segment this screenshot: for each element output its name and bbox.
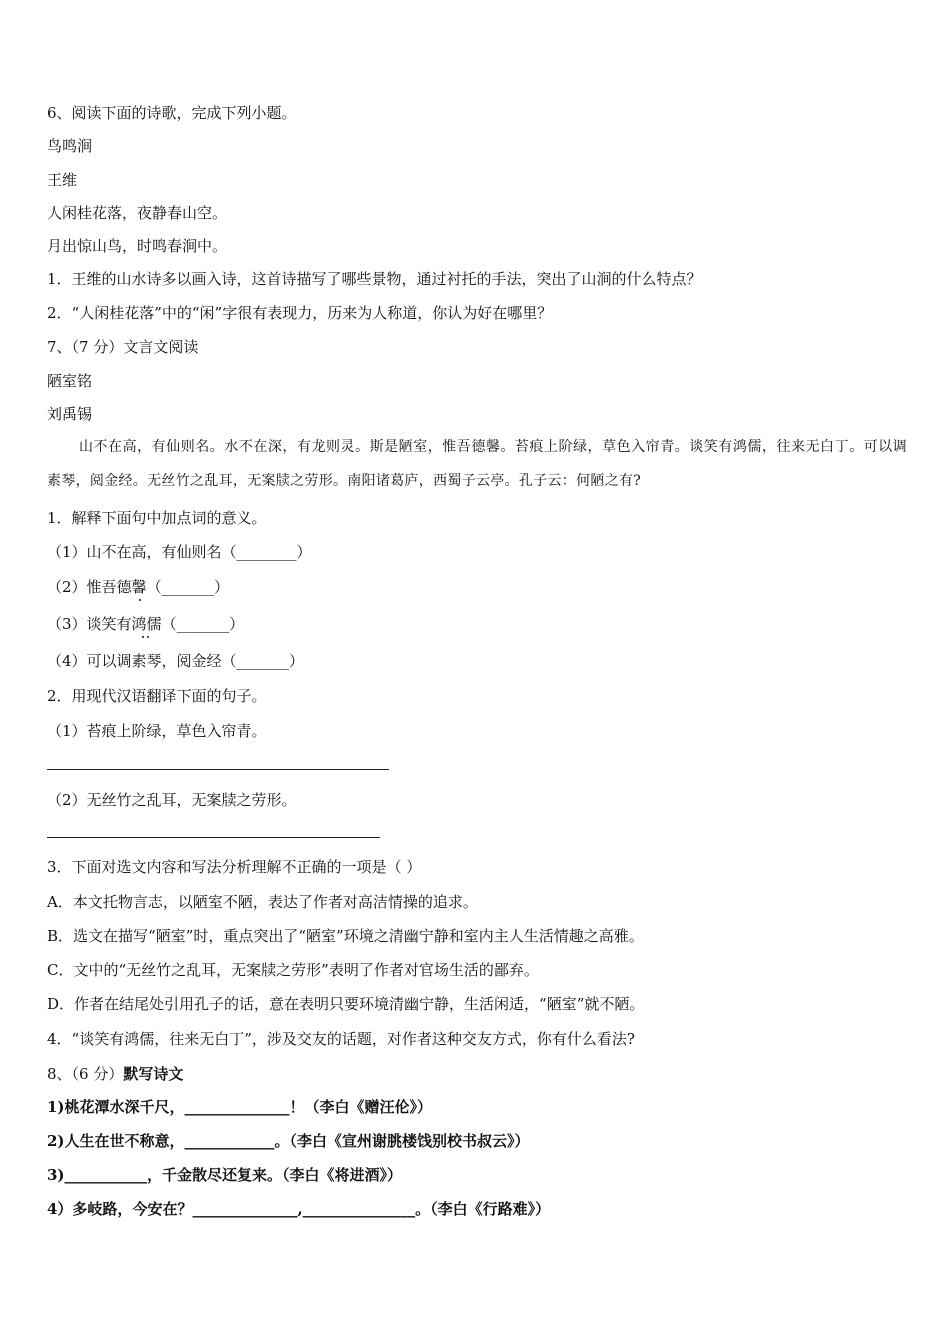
q8-line-4: 4）多岐路，今安在？______________,_______________。（李白《行路难》） bbox=[47, 1200, 551, 1218]
option-c: C．文中的“无丝竹之乱耳，无案牍之劳形”表明了作者对官场生活的鄙弃。 bbox=[47, 961, 539, 979]
poem-title: 鸟鸣涧 bbox=[47, 137, 93, 155]
q8-line-2: 2)人生在世不称意，____________。（李白《宣州谢朓楼饯别校书叔云》） bbox=[47, 1132, 530, 1150]
option-d: D．作者在结尾处引用孔子的话，意在表明只要环境清幽宁静，生活闲适，“陋室”就不陋。 bbox=[47, 995, 645, 1013]
option-a: A．本文托物言志，以陋室不陋，表达了作者对高洁情操的追求。 bbox=[47, 893, 478, 911]
prose-author: 刘禹锡 bbox=[47, 405, 93, 423]
answer-line-1 bbox=[47, 769, 389, 770]
prose-title: 陋室铭 bbox=[47, 372, 93, 390]
q7-task-1: 1．解释下面句中加点词的意义。 bbox=[47, 509, 267, 527]
poem-verse-2: 月出惊山鸟，时鸣春涧中。 bbox=[47, 237, 228, 255]
q7-header: 7、（7 分）文言文阅读 bbox=[47, 338, 199, 356]
task1-item-4: （4）可以调素琴，阅金经（_______） bbox=[47, 652, 305, 670]
q7-task-3: 3．下面对选文内容和写法分析理解不正确的一项是（ ） bbox=[47, 858, 422, 876]
q6-subquestion-2: 2．“人闲桂花落”中的“闲”字很有表现力，历来为人称道，你认为好在哪里？ bbox=[47, 304, 553, 322]
q7-task-4: 4．“谈笑有鸿儒，往来无白丁”，涉及交友的话题，对作者这种交友方式，你有什么看法? bbox=[47, 1030, 635, 1048]
q8-line-1: 1)桃花潭水深千尺，______________！（李白《赠汪伦》） bbox=[47, 1098, 433, 1116]
answer-line-2 bbox=[47, 837, 380, 838]
q6-subquestion-1: 1．王维的山水诗多以画入诗，这首诗描写了哪些景物，通过衬托的手法，突出了山涧的什么特点？ bbox=[47, 270, 702, 288]
task2-item-2: （2）无丝竹之乱耳，无案牍之劳形。 bbox=[47, 791, 297, 809]
poem-verse-1: 人闲桂花落，夜静春山空。 bbox=[47, 204, 228, 222]
prose-passage: 山不在高，有仙则名。水不在深，有龙则灵。斯是陋室，惟吾德馨。苔痕上阶绿，草色入帘青。谈笑有鸿儒，往来无白丁。可以调素琴，阅金经。无丝竹之乱耳，无案牍之劳形。南阳诸葛庐，西蜀子云亭。孔子云：何陋之有? bbox=[47, 439, 907, 489]
q8-header: 8、（6 分）默写诗文 bbox=[47, 1065, 184, 1083]
task1-item-2: （2）惟吾德馨（_______） bbox=[47, 578, 230, 596]
dotted-word: 鸿儒 bbox=[131, 615, 162, 633]
dotted-word: 馨 bbox=[131, 578, 147, 596]
poem-author: 王维 bbox=[47, 171, 78, 189]
q6-header: 6、阅读下面的诗歌，完成下列小题。 bbox=[47, 104, 297, 122]
task1-item-1: （1）山不在高，有仙则名（________） bbox=[47, 543, 312, 561]
option-b: B．选文在描写“陋室”时，重点突出了“陋室”环境之清幽宁静和室内主人生活情趣之高雅。 bbox=[47, 927, 644, 945]
task1-item-3: （3）谈笑有鸿儒（_______） bbox=[47, 615, 245, 633]
task2-item-1: （1）苔痕上阶绿，草色入帘青。 bbox=[47, 722, 267, 740]
q7-task-2: 2．用现代汉语翻译下面的句子。 bbox=[47, 687, 267, 705]
q8-line-3: 3)___________，千金散尽还复来。（李白《将进酒》） bbox=[47, 1166, 403, 1184]
